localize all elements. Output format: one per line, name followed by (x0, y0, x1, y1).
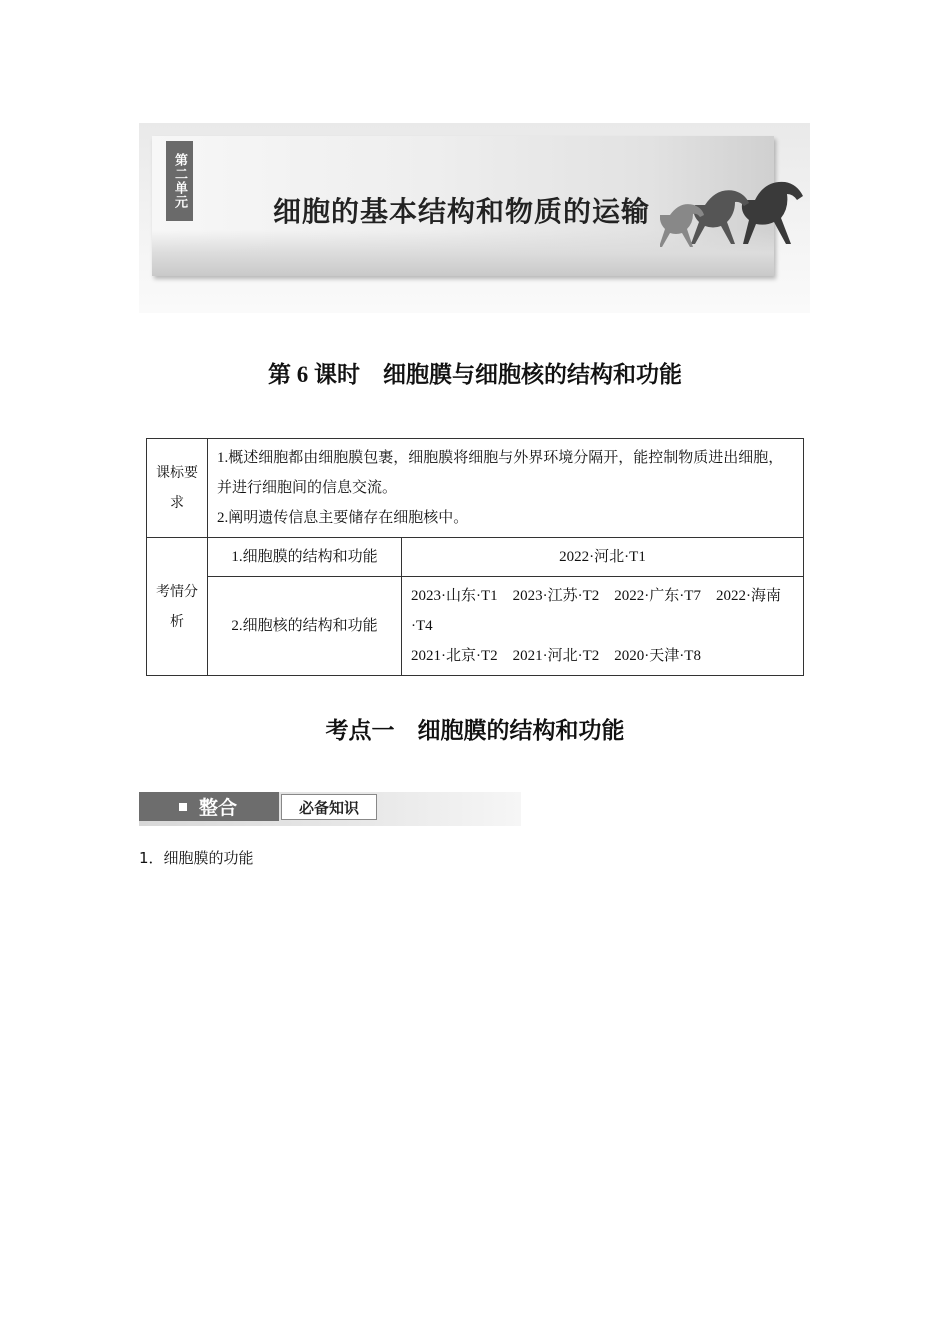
exams-line-2: 2021·北京·T2 2021·河北·T2 2020·天津·T8 (411, 648, 701, 664)
topic-cell: 2.细胞核的结构和功能 (208, 577, 402, 676)
horses-illustration (660, 160, 810, 260)
list-item: 1．细胞膜的功能 (139, 849, 254, 867)
table-row (147, 577, 804, 676)
req-header-cell: 课标要求 (147, 439, 208, 538)
requirements-table (146, 438, 804, 676)
section-tab-sub: 必备知识 (281, 794, 377, 820)
exams-line-1: 2023·山东·T1 2023·江苏·T2 2022·广东·T7 2022·海南·T4 (411, 588, 781, 634)
exams-cell: 2022·河北·T1 (402, 538, 804, 577)
req-line-1: 1.概述细胞都由细胞膜包裹，细胞膜将细胞与外界环境分隔开，能控制物质进出细胞，并进行细胞间的信息交流。 (217, 450, 784, 496)
section-tab-main-label: 整合 (199, 797, 238, 819)
table-row (147, 538, 804, 577)
unit-tag: 第二单元 (166, 141, 193, 221)
analysis-header-cell: 考情分析 (147, 538, 208, 676)
req-line-2: 2.阐明遗传信息主要储存在细胞核中。 (217, 510, 469, 526)
topic-cell: 1.细胞膜的结构和功能 (208, 538, 402, 577)
lesson-title: 第 6 课时 细胞膜与细胞核的结构和功能 (268, 362, 682, 387)
exams-cell (402, 577, 804, 676)
section-tab-main (139, 792, 279, 821)
unit-title: 细胞的基本结构和物质的运输 (273, 195, 651, 228)
square-bullet-icon (179, 803, 187, 811)
req-content-cell (208, 439, 804, 538)
table-row (147, 439, 804, 538)
section-title: 考点一 细胞膜的结构和功能 (325, 718, 625, 744)
